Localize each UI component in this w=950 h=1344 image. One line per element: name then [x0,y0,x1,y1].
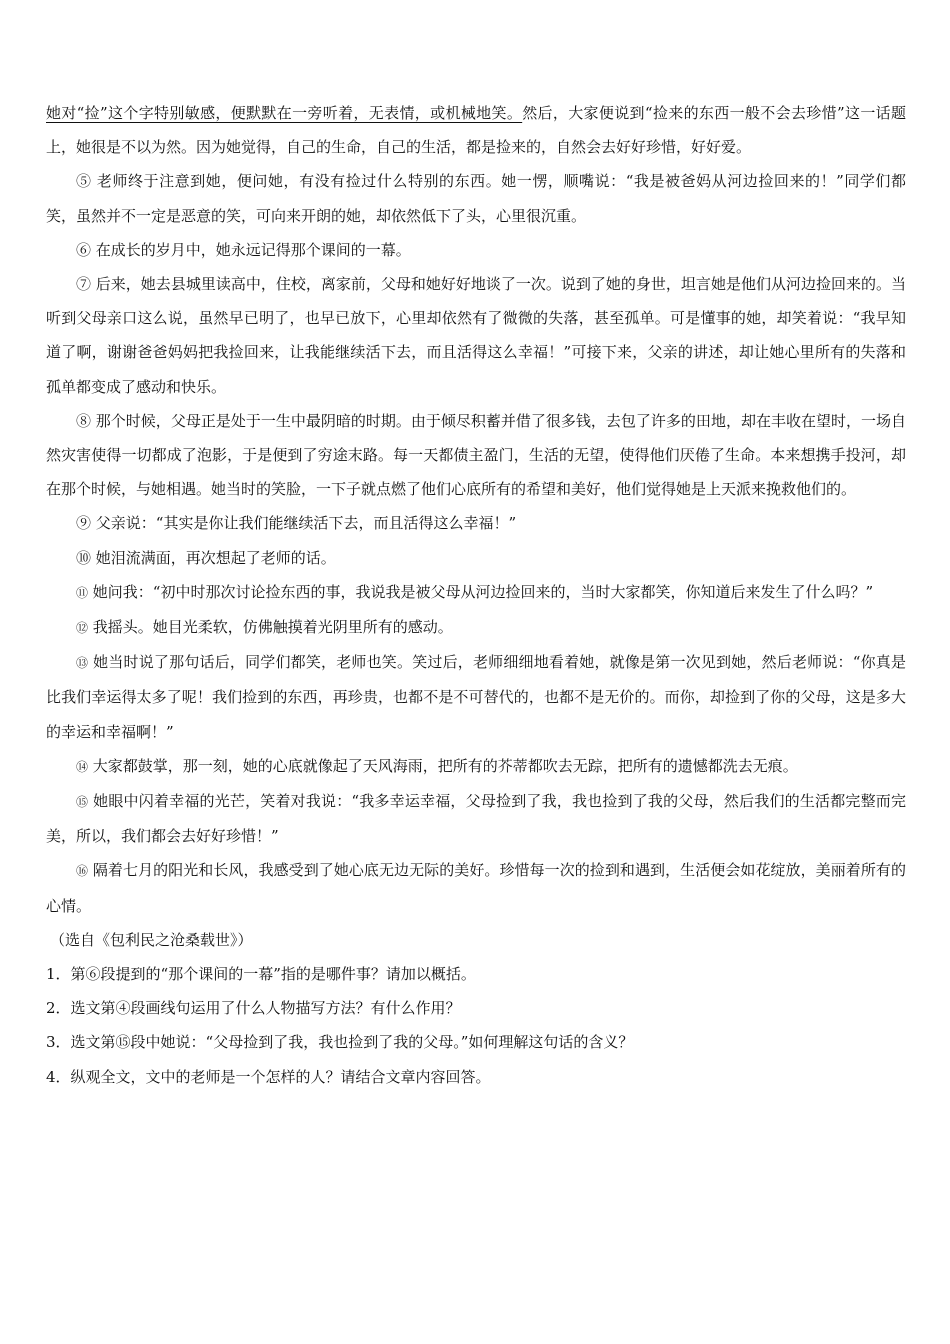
paragraph-15 [46,784,906,853]
paragraph-number: ⑯ [76,864,89,879]
paragraph-number: ⑩ [76,548,92,567]
paragraph-number: ⑦ [76,275,92,294]
paragraph-number: ⑨ [76,514,92,533]
paragraph-14 [46,749,906,784]
paragraph-text: 后来，她去县城里读高中，住校，离家前，父母和她好好地谈了一次。说到了她的身世，坦言她是他们从河边捡回来的。当听到父母亲口这么说，虽然早已明了，也早已放下，心里却依然有了微微的失落，甚至孤单。可是懂事的她，却笑着说：“我早知道了啊，谢谢爸爸妈妈把我捡回来，让我能继续活下去，而且活得这么幸福！”可接下来，父亲的讲述，却让她心里所有的失落和孤单都变成了感动和快乐。 [46,275,906,396]
paragraph-text: 她当时说了那句话后，同学们都笑，老师也笑。笑过后，老师细细地看着她，就像是第一次见到她，然后老师说：“你真是比我们幸运得太多了呢！我们捡到的东西，再珍贵，也都不是不可替代的，也都不是无价的。而你，却捡到了你的父母，这是多大的幸运和幸福啊！” [46,653,906,741]
paragraph-text: 在成长的岁月中，她永远记得那个课间的一幕。 [95,240,411,259]
paragraph-12 [46,610,906,645]
underlined-sentence: 她对“捡”这个字特别敏感，便默默在一旁听着，无表情，或机械地笑。 [46,104,523,122]
paragraph-text: 那个时候，父母正是处于一生中最阴暗的时期。由于倾尽积蓄并借了很多钱，去包了许多的田地，却在丰收在望时，一场自然灾害使得一切都成了泡影，于是便到了穷途末路。每一天都债主盈门，生活的无望，使得他们厌倦了生命。本来想携手投河，却在那个时候，与她相遇。她当时的笑脸，一下子就点燃了他们心底所有的希望和美好，他们觉得她是上天派来挽救他们的。 [46,411,906,499]
paragraph-text: 老师终于注意到她，便问她，有没有捡过什么特别的东西。她一愣，顺嘴说：“我是被爸妈从河边捡回来的！”同学们都笑，虽然并不一定是恶意的笑，可向来开朗的她，却依然低下了头，心里很沉重。 [46,172,906,225]
paragraph-text: 大家都鼓掌，那一刻，她的心底就像起了天风海雨，把所有的芥蒂都吹去无踪，把所有的遗憾都洗去无痕。 [92,756,798,775]
document-page [46,96,906,1094]
paragraph-number: ⑥ [76,240,92,259]
paragraph-text: 她眼中闪着幸福的光芒，笑着对我说：“我多幸运幸福，父母捡到了我，我也捡到了我的父母，然后我们的生活都完整而完美，所以，我们都会去好好珍惜！” [46,792,906,846]
paragraph-7 [46,267,906,404]
paragraph-number: ⑫ [76,621,89,636]
paragraph-text: 她泪流满面，再次想起了老师的话。 [95,548,336,567]
question-text: 选文第④段画线句运用了什么人物描写方法？有什么作用？ [70,999,461,1018]
question-number: 4． [46,1067,71,1086]
paragraph-number: ⑮ [76,795,89,810]
question-number: 3． [46,1033,71,1052]
question-number: 1． [46,965,71,984]
paragraph-4-continued [46,96,906,164]
paragraph-text: 她问我：“初中时那次讨论捡东西的事，我说我是被父母从河边捡回来的，当时大家都笑，你知道后来发生了什么吗？” [92,582,874,601]
question-4 [46,1060,906,1094]
question-text: 第⑥段提到的“那个课间的一幕”指的是哪件事？请加以概括。 [70,965,476,984]
paragraph-text: 隔着七月的阳光和长风，我感受到了她心底无边无际的美好。珍惜每一次的捡到和遇到，生活便会如花绽放，美丽着所有的心情。 [46,861,906,915]
paragraph-8 [46,404,906,507]
paragraph-4-rest: 然后，大家便说到“捡来的东西一般不会去珍惜”这一话题上，她很是不以为然。因为她觉得，自己的生命，自己的生活，都是捡来的，自然会去好好珍惜，好好爱。 [46,104,906,157]
question-3 [46,1025,906,1059]
question-number: 2． [46,999,71,1018]
paragraph-number: ⑭ [76,759,89,774]
paragraph-number: ⑤ [76,172,92,191]
paragraph-number: ⑬ [76,656,89,671]
paragraph-6 [46,233,906,267]
paragraph-9 [46,506,906,540]
paragraph-text: 我摇头。她目光柔软，仿佛触摸着光阴里所有的感动。 [92,618,453,637]
question-text: 选文第⑮段中她说：“父母捡到了我，我也捡到了我的父母。”如何理解这句话的含义？ [70,1033,634,1052]
source-citation: （选自《包利民之沧桑载世》） [50,930,253,949]
question-1 [46,957,906,991]
paragraph-text: 父亲说：“其实是你让我们能继续活下去，而且活得这么幸福！” [95,514,517,533]
paragraph-16 [46,853,906,922]
paragraph-13 [46,645,906,749]
paragraph-10 [46,541,906,575]
question-text: 纵观全文，文中的老师是一个怎样的人？请结合文章内容回答。 [70,1067,491,1086]
paragraph-5 [46,164,906,232]
paragraph-number: ⑧ [76,411,92,430]
paragraph-11 [46,575,906,610]
question-2 [46,991,906,1025]
paragraph-number: ⑪ [76,585,89,600]
